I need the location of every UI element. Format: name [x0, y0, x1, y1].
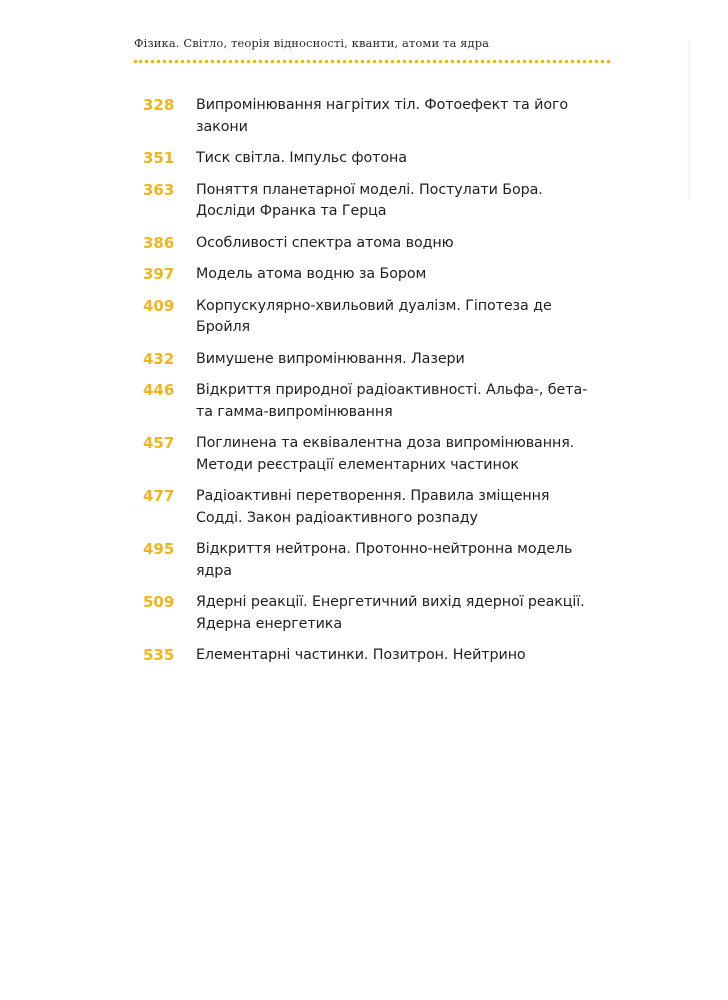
- toc-page-number: 477: [143, 487, 175, 505]
- toc-title-line: ядра: [196, 562, 232, 579]
- toc-entry[interactable]: [143, 380, 613, 423]
- toc-page-number: 432: [143, 349, 175, 368]
- toc-page-number: 495: [143, 540, 175, 558]
- toc-title-line: Елементарні частинки. Позитрон. Нейтрино: [196, 647, 526, 663]
- toc-entry[interactable]: [143, 592, 613, 635]
- toc-entry-title: [196, 380, 613, 423]
- toc-page-number: 535: [143, 646, 175, 664]
- toc-entry[interactable]: [143, 296, 613, 339]
- toc-title-line: Досліди Франка та Герца: [196, 203, 387, 219]
- toc-entry-title: [196, 148, 613, 170]
- toc-entry[interactable]: [143, 349, 613, 371]
- toc-entry-title: [196, 645, 613, 667]
- toc-entry[interactable]: [143, 264, 613, 286]
- running-header: [134, 34, 610, 63]
- toc-page-number: 397: [143, 265, 175, 283]
- toc-title-line: Відкриття нейтрона. Протонно-нейтронна модель: [196, 541, 573, 557]
- toc-title-line: Ядерна енергетика: [196, 615, 342, 632]
- toc-entry-title: [196, 296, 613, 339]
- toc-entry[interactable]: [143, 433, 613, 476]
- toc-entry-title: [196, 592, 613, 635]
- toc-page-number: 351: [143, 149, 175, 167]
- toc-title-line: Відкриття природної радіоактивності. Альфа-, бета-: [196, 382, 588, 398]
- toc-title-line: Поглинена та еквівалентна доза випромінювання.: [196, 435, 575, 451]
- toc-entry-title: [196, 264, 613, 286]
- toc-page-number: 409: [143, 296, 175, 315]
- toc-entry[interactable]: [143, 645, 613, 667]
- toc-page-number: 457: [143, 434, 175, 452]
- toc-entry-title: [196, 486, 613, 529]
- dotted-divider: [134, 60, 610, 63]
- toc-title-line: Випромінювання нагрітих тіл. Фотоефект та його: [196, 97, 569, 113]
- toc-entry[interactable]: [143, 148, 613, 170]
- toc-entry-title: [196, 539, 613, 582]
- toc-entry-title: [196, 180, 613, 223]
- toc-title-line: Поняття планетарної моделі. Постулати Бора.: [196, 181, 543, 198]
- toc-entry[interactable]: [143, 95, 613, 138]
- toc-title-line: Корпускулярно-хвильовий дуалізм. Гіпотеза де: [196, 297, 552, 314]
- table-of-contents: [143, 95, 613, 677]
- toc-page-number: 509: [143, 593, 175, 611]
- toc-title-line: Тиск світла. Імпульс фотона: [196, 150, 407, 166]
- toc-title-line: Методи реєстрації елементарних частинок: [196, 456, 519, 473]
- toc-entry[interactable]: [143, 233, 613, 255]
- running-header-title: Фізика. Світло, теорія відносності, кванти, атоми та ядра: [134, 36, 490, 50]
- toc-title-line: Радіоактивні перетворення. Правила зміщення: [196, 488, 550, 504]
- toc-title-line: закони: [196, 118, 248, 135]
- toc-entry-title: [196, 233, 613, 255]
- toc-title-line: Содді. Закон радіоактивного розпаду: [196, 509, 478, 526]
- toc-page-number: 328: [143, 96, 175, 114]
- toc-entry-title: [196, 349, 613, 371]
- toc-entry-title: [196, 433, 613, 476]
- page-edge-shadow: [687, 40, 690, 200]
- toc-title-line: Ядерні реакції. Енергетичний вихід ядерної реакції.: [196, 594, 585, 610]
- toc-entry[interactable]: [143, 180, 613, 223]
- toc-title-line: Особливості спектра атома водню: [196, 234, 454, 251]
- toc-entry[interactable]: [143, 539, 613, 582]
- toc-page-number: 446: [143, 381, 175, 399]
- toc-entry-title: [196, 95, 613, 138]
- toc-title-line: Бройля: [196, 319, 251, 335]
- toc-title-line: Модель атома водню за Бором: [196, 266, 427, 282]
- toc-title-line: Вимушене випромінювання. Лазери: [196, 350, 465, 367]
- toc-page-number: 363: [143, 180, 175, 199]
- toc-entry[interactable]: [143, 486, 613, 529]
- toc-page-number: 386: [143, 233, 175, 252]
- toc-title-line: та гамма-випромінювання: [196, 403, 393, 420]
